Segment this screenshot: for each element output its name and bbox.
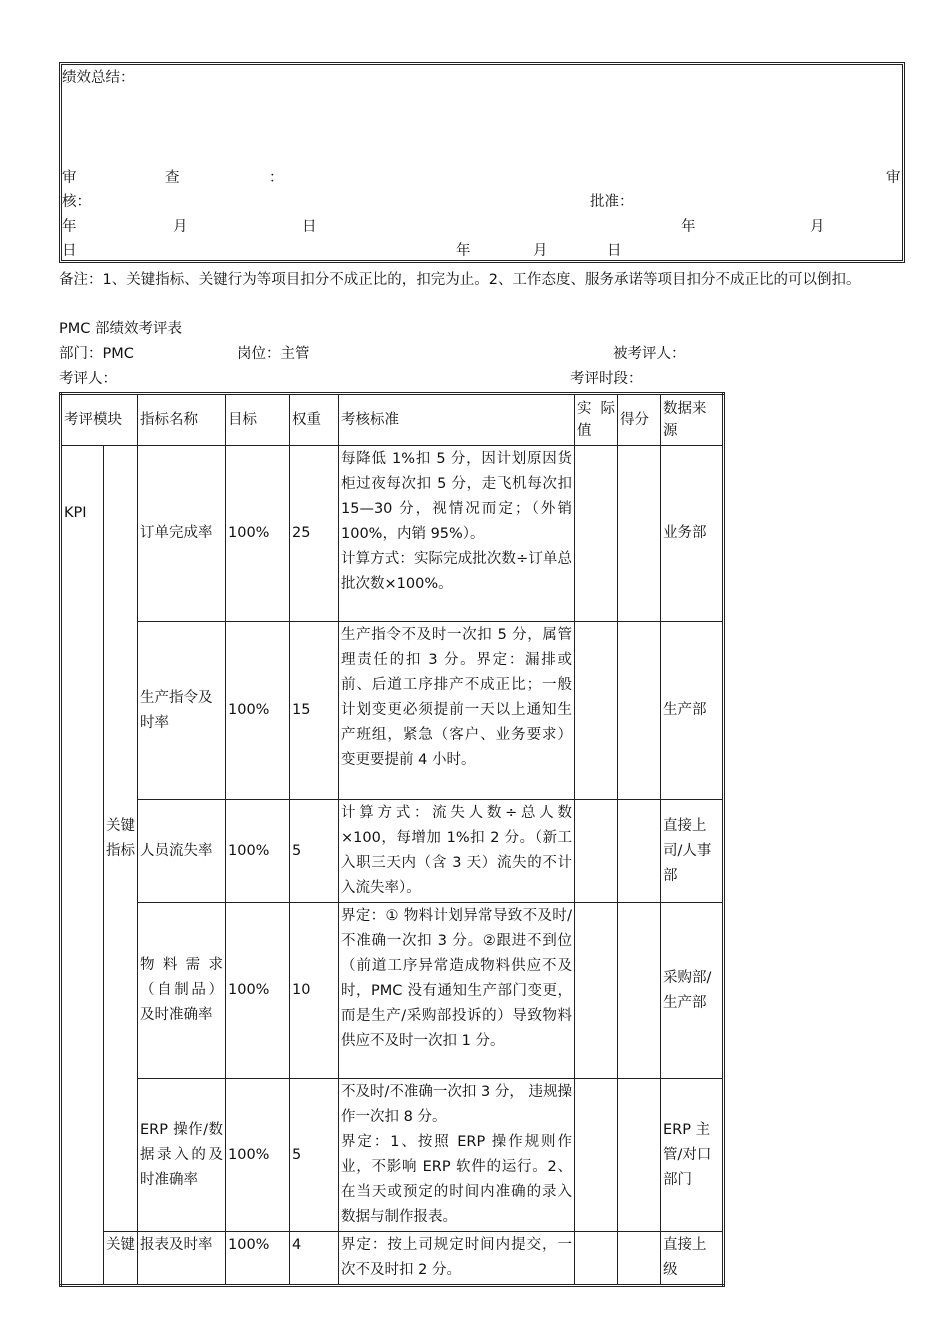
header-weight: 权重	[290, 394, 339, 446]
indicator-name: 生产指令及时率	[138, 622, 226, 800]
score-cell[interactable]	[618, 446, 661, 622]
shencha-char-1: 审	[62, 170, 77, 186]
indicator-weight: 5	[290, 1079, 339, 1232]
data-source: 直接上级	[661, 1232, 724, 1286]
department-field: 部门：PMC	[59, 346, 134, 362]
table-row	[61, 1079, 724, 1232]
score-cell[interactable]	[618, 622, 661, 800]
score-cell[interactable]	[618, 1232, 661, 1286]
header-source: 数据来源	[661, 394, 724, 446]
date-year-3: 年	[456, 243, 471, 259]
table-row	[61, 903, 724, 1079]
indicator-criteria: 生产指令不及时一次扣 5 分，属管理责任的扣 3 分。界定：漏排或前、后道工序排产不成正比；一般计划变更必须提前一天以上通知生产班组，紧急（客户、业务要求）变更要提前 4 小时。	[339, 622, 575, 800]
indicator-name: 人员流失率	[138, 800, 226, 903]
indicator-target: 100%	[226, 1079, 290, 1232]
indicator-name: ERP 操作/数据录入的及时准确率	[138, 1079, 226, 1232]
indicator-name: 报表及时率	[138, 1232, 226, 1286]
data-source: ERP 主管/对口部门	[661, 1079, 724, 1232]
header-score: 得分	[618, 394, 661, 446]
indicator-criteria: 不及时/不准确一次扣 3 分， 违规操作一次扣 8 分。 界定：1、按照 ERP 操作规则作业，不影响 ERP 软件的运行。2、在当天或预定的时间内准确的录入数据与制作报表。	[339, 1079, 575, 1232]
table-header-row	[61, 394, 724, 446]
position-field: 岗位：主管	[237, 346, 310, 362]
date-month-3: 月	[533, 243, 548, 259]
data-source: 业务部	[661, 446, 724, 622]
date-year-2: 年	[681, 219, 696, 235]
period-field: 考评时段：	[570, 371, 643, 387]
actual-value-cell[interactable]	[575, 1232, 618, 1286]
indicator-name: 订单完成率	[138, 446, 226, 622]
indicator-target: 100%	[226, 1232, 290, 1286]
table-row	[61, 622, 724, 800]
date-month-1: 月	[173, 219, 188, 235]
indicator-target: 100%	[226, 903, 290, 1079]
score-cell[interactable]	[618, 800, 661, 903]
indicator-weight: 5	[290, 800, 339, 903]
indicator-weight: 10	[290, 903, 339, 1079]
indicator-weight: 25	[290, 446, 339, 622]
indicator-criteria: 每降低 1%扣 5 分，因计划原因货柜过夜每次扣 5 分，走飞机每次扣 15—30 分，视情况而定；（外销 100%，内销 95%）。 计算方式：实际完成批次数÷订单总批次数×100%。	[339, 446, 575, 622]
date-day-2: 日	[62, 243, 77, 259]
date-day-3: 日	[607, 243, 622, 259]
table-row	[61, 446, 724, 622]
actual-value-cell[interactable]	[575, 1079, 618, 1232]
date-month-2: 月	[810, 219, 825, 235]
header-indicator: 指标名称	[138, 394, 226, 446]
actual-value-cell[interactable]	[575, 903, 618, 1079]
table-row	[61, 800, 724, 903]
indicator-weight: 15	[290, 622, 339, 800]
score-cell[interactable]	[618, 1079, 661, 1232]
header-module: 考评模块	[61, 394, 138, 446]
data-source: 生产部	[661, 622, 724, 800]
indicator-criteria: 界定：① 物料计划异常导致不及时/不准确一次扣 3 分。②跟进不到位（前道工序异常造成物料供应不及时，PMC 没有通知生产部门变更，而是生产/采购部投诉的）导致物料供应不及时一次扣 1 分。	[339, 903, 575, 1079]
date-year-1: 年	[62, 219, 77, 235]
actual-value-cell[interactable]	[575, 800, 618, 903]
data-source: 直接上司/人事部	[661, 800, 724, 903]
appraisee-field: 被考评人：	[613, 346, 686, 362]
indicator-target: 100%	[226, 800, 290, 903]
data-source: 采购部/生产部	[661, 903, 724, 1079]
shenhe-char-1: 审	[886, 170, 901, 186]
indicator-weight: 4	[290, 1232, 339, 1286]
table-row	[61, 1232, 724, 1286]
group-key-behaviors: 关键	[104, 1232, 138, 1286]
actual-value-cell[interactable]	[575, 446, 618, 622]
remark-note: 备注：1、关键指标、关键行为等项目扣分不成正比的，扣完为止。2、工作态度、服务承诺等项目扣分不成正比的可以倒扣。	[59, 272, 861, 288]
indicator-target: 100%	[226, 446, 290, 622]
shencha-char-2: 查	[165, 170, 180, 186]
shenhe-label: 核：	[62, 194, 91, 210]
shencha-colon: ：	[269, 170, 284, 186]
form-title: PMC 部绩效考评表	[59, 321, 182, 337]
group-key-indicators: 关键指标	[104, 446, 138, 1232]
indicator-name: 物料需求（自制品）及时准确率	[138, 903, 226, 1079]
approval-label: 批准：	[590, 194, 634, 210]
header-target: 目标	[226, 394, 290, 446]
summary-title: 绩效总结：	[62, 70, 135, 86]
kpi-table	[59, 392, 725, 1287]
date-day-1: 日	[302, 219, 317, 235]
header-criteria: 考核标准	[339, 394, 575, 446]
actual-value-cell[interactable]	[575, 622, 618, 800]
header-actual: 实际值	[575, 394, 618, 446]
appraiser-field: 考评人：	[59, 371, 117, 387]
score-cell[interactable]	[618, 903, 661, 1079]
indicator-criteria: 界定：按上司规定时间内提交，一次不及时扣 2 分。	[339, 1232, 575, 1286]
module-kpi: KPI	[61, 446, 104, 1286]
indicator-criteria: 计算方式：流失人数÷总人数×100，每增加 1%扣 2 分。（新工入职三天内（含 3 天）流失的不计入流失率）。	[339, 800, 575, 903]
indicator-target: 100%	[226, 622, 290, 800]
